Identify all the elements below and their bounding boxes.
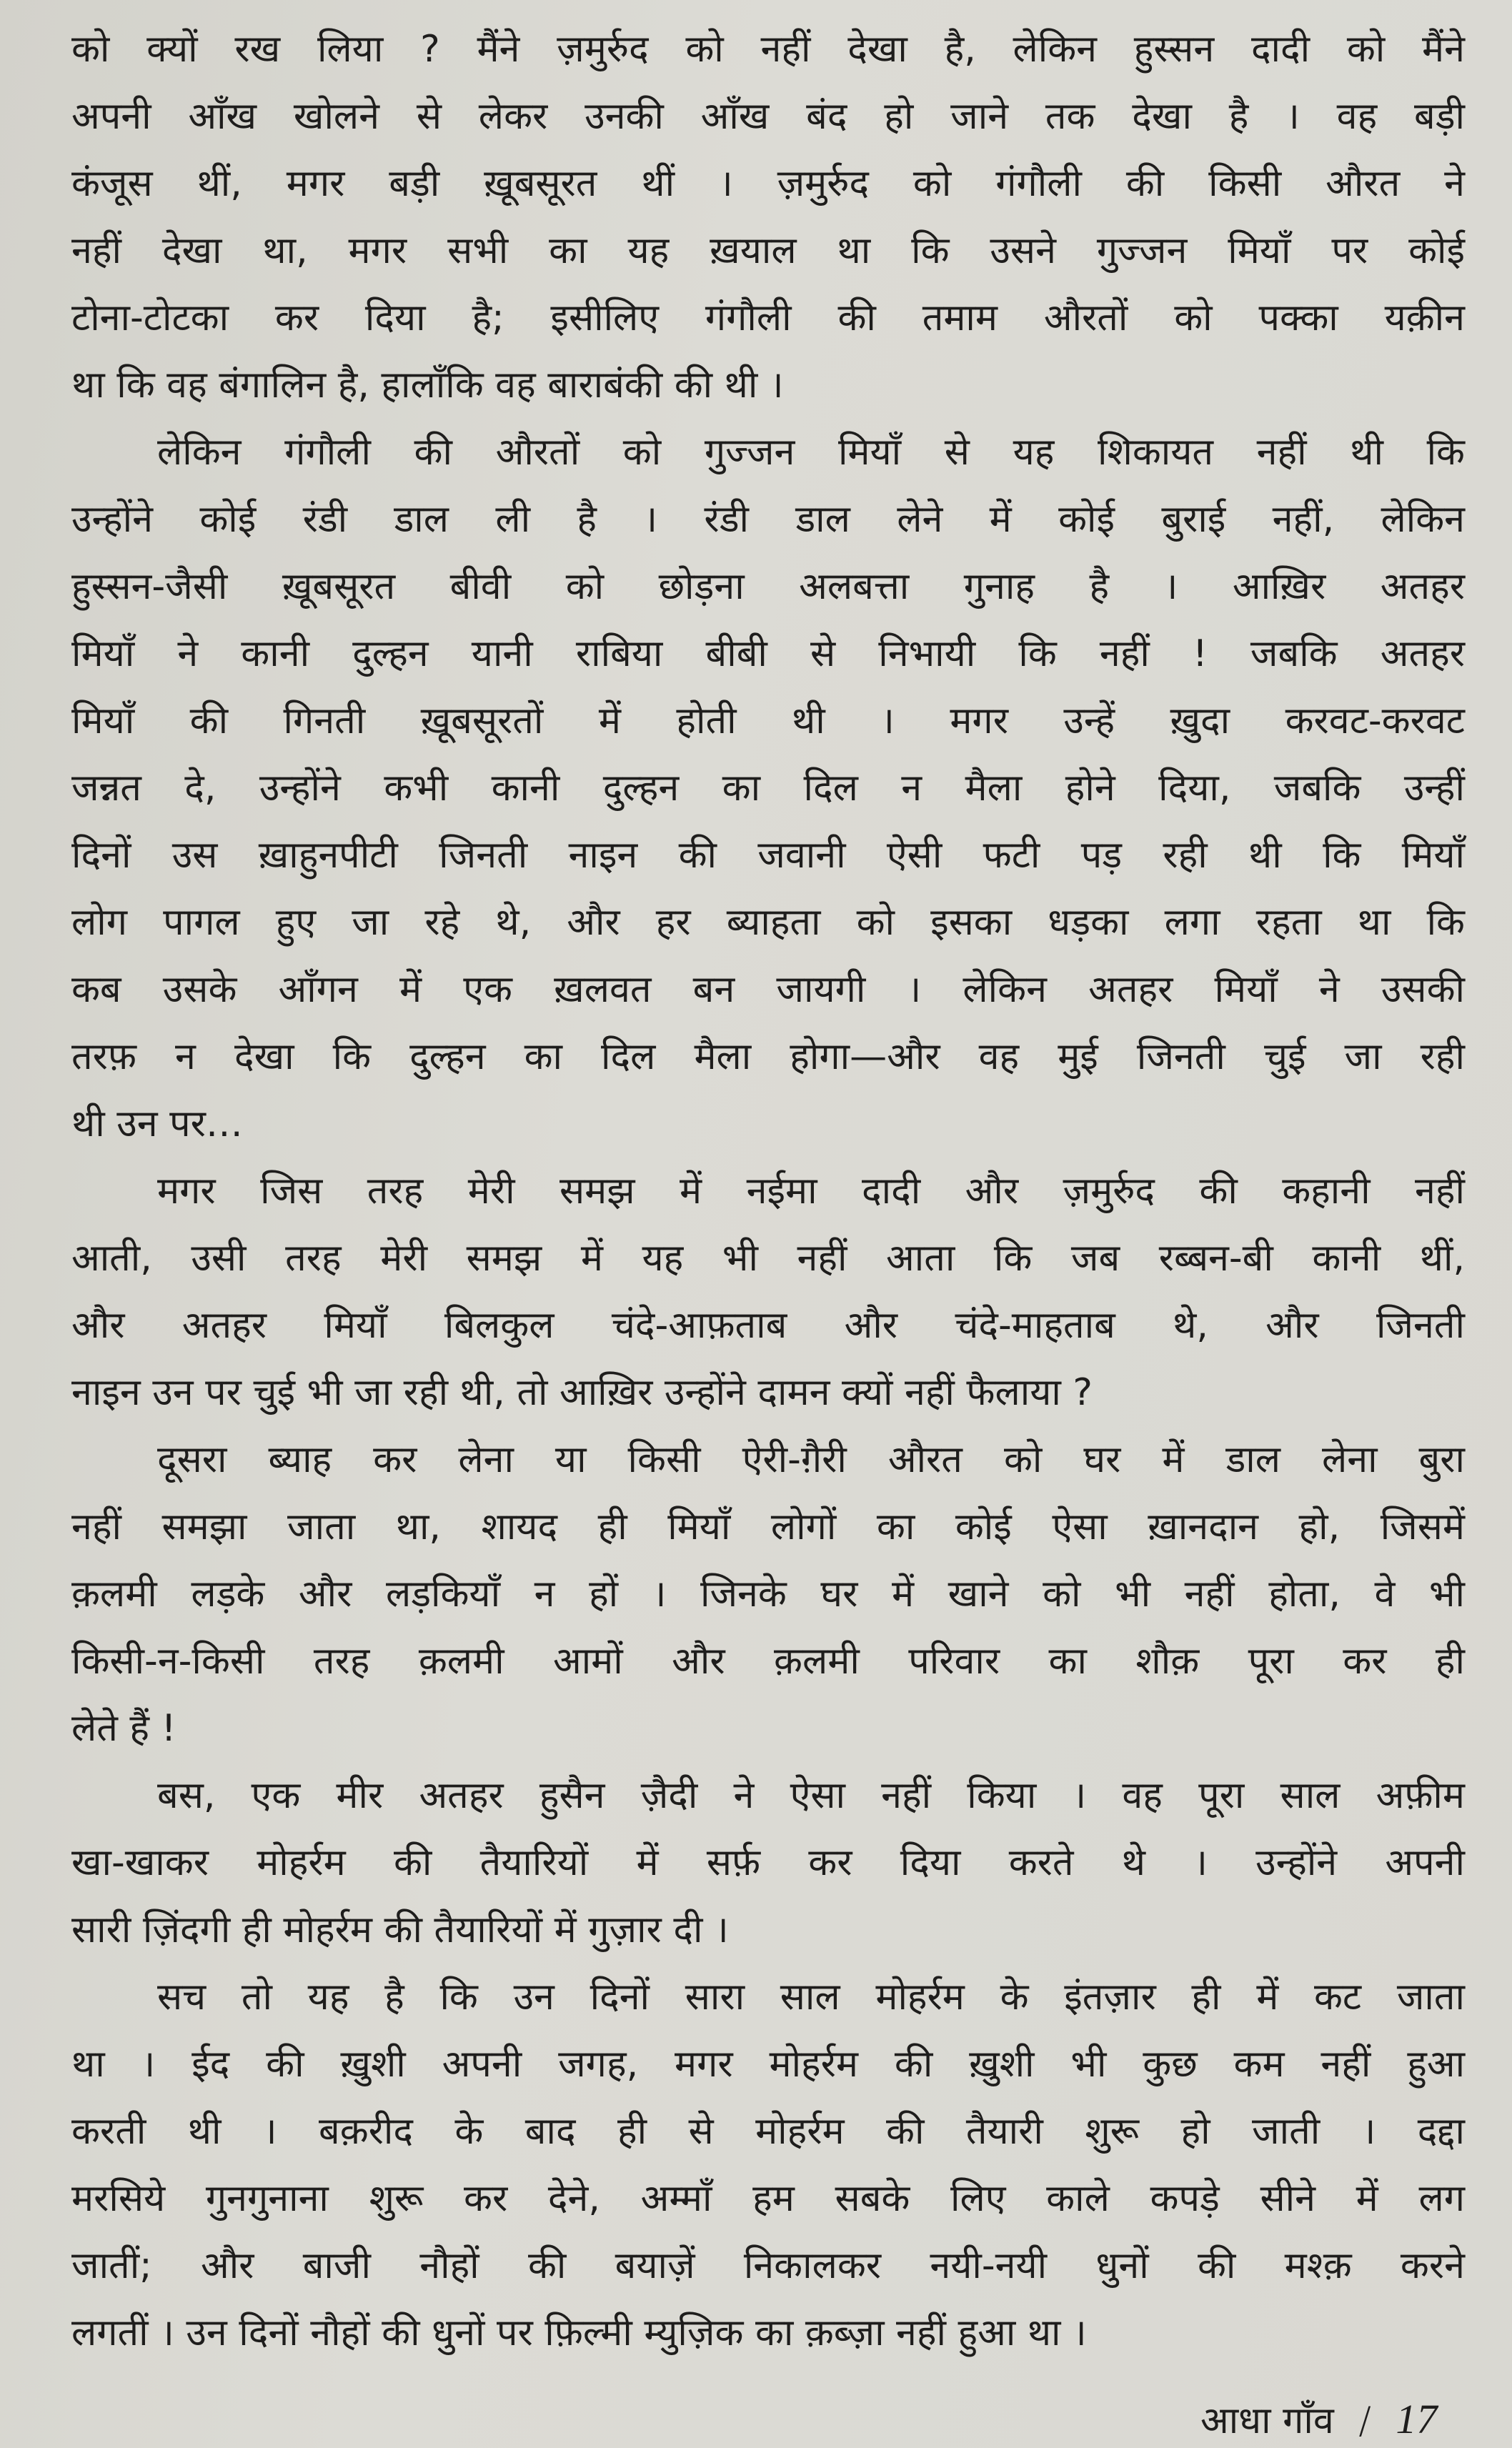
text-line: था कि वह बंगालिन है, हालाँकि वह बाराबंकी की थी । (71, 364, 784, 407)
footer-separator: / (1358, 2399, 1371, 2442)
text-line: लेते हैं ! (71, 1707, 176, 1750)
text-line: खा-खाकर मोहर्रम की तैयारियों में सर्फ़ कर दिया करते थे । उन्होंने अपनी (71, 1841, 1465, 1884)
text-line: लगतीं । उन दिनों नौहों की धुनों पर फ़िल्मी म्युज़िक का क़ब्ज़ा नहीं हुआ था । (71, 2312, 1087, 2354)
text-line: हुस्सन-जैसी ख़ूबसूरत बीवी को छोड़ना अलबत्ता गुनाह है । आख़िर अतहर (71, 565, 1465, 608)
page-number: 17 (1396, 2396, 1438, 2442)
text-line: थी उन पर… (71, 1103, 243, 1145)
text-line: करती थी । बक़रीद के बाद ही से मोहर्रम की तैयारी शुरू हो जाती । दद्दा (71, 2110, 1465, 2153)
text-line: मियाँ ने कानी दुल्हन यानी राबिया बीबी से निभायी कि नहीं ! जबकि अतहर (71, 632, 1465, 675)
text-line: दूसरा ब्याह कर लेना या किसी ऐरी-ग़ैरी औरत को घर में डाल लेना बुरा (157, 1438, 1465, 1481)
text-line: जन्नत दे, उन्होंने कभी कानी दुल्हन का दिल न मैला होने दिया, जबकि उन्हीं (71, 767, 1465, 810)
text-line: कब उसके आँगन में एक ख़लवत बन जायगी । लेकिन अतहर मियाँ ने उसकी (71, 968, 1465, 1011)
book-title: आधा गाँव (1200, 2399, 1334, 2442)
paragraph (71, 16, 1465, 419)
text-line: और अतहर मियाँ बिलकुल चंदे-आफ़ताब और चंदे-माहताब थे, और जिनती (71, 1304, 1465, 1347)
page-footer (1200, 2394, 1437, 2444)
text-line: टोना-टोटका कर दिया है; इसीलिए गंगौली की तमाम औरतों को पक्का यक़ीन (71, 297, 1465, 339)
text-line: तरफ़ न देखा कि दुल्हन का दिल मैला होगा—और वह मुई जिनती चुई जा रही (71, 1035, 1465, 1078)
text-line: कंजूस थीं, मगर बड़ी ख़ूबसूरत थीं । ज़मुर्रुद को गंगौली की किसी औरत ने (71, 162, 1465, 205)
text-line: क़लमी लड़के और लड़कियाँ न हों । जिनके घर में खाने को भी नहीं होता, वे भी (71, 1573, 1465, 1616)
text-line: किसी-न-किसी तरह क़लमी आमों और क़लमी परिवार का शौक़ पूरा कर ही (71, 1640, 1465, 1683)
text-line: नहीं समझा जाता था, शायद ही मियाँ लोगों का कोई ऐसा ख़ानदान हो, जिसमें (71, 1506, 1465, 1548)
paragraph (71, 1426, 1465, 1762)
text-line: मरसिये गुनगुनाना शुरू कर देने, अम्माँ हम सबके लिए काले कपड़े सीने में लग (71, 2177, 1465, 2220)
text-line: नहीं देखा था, मगर सभी का यह ख़याल था कि उसने गुज्जन मियाँ पर कोई (71, 229, 1465, 272)
paragraph (71, 1158, 1465, 1426)
text-line: मियाँ की गिनती ख़ूबसूरतों में होती थी । मगर उन्हें ख़ुदा करवट-करवट (71, 700, 1465, 742)
text-line: उन्होंने कोई रंडी डाल ली है । रंडी डाल लेने में कोई बुराई नहीं, लेकिन (71, 498, 1465, 541)
text-line: दिनों उस ख़ाहुनपीटी जिनती नाइन की जवानी ऐसी फटी पड़ रही थी कि मियाँ (71, 834, 1465, 877)
text-line: सच तो यह है कि उन दिनों सारा साल मोहर्रम के इंतज़ार ही में कट जाता (157, 1976, 1465, 2019)
paragraph (71, 419, 1465, 1158)
text-line: बस, एक मीर अतहर हुसैन ज़ैदी ने ऐसा नहीं किया । वह पूरा साल अफ़ीम (157, 1774, 1465, 1817)
paragraph (71, 1762, 1465, 1964)
text-line: सारी ज़िंदगी ही मोहर्रम की तैयारियों में गुज़ार दी । (71, 1909, 729, 1951)
text-line: लोग पागल हुए जा रहे थे, और हर ब्याहता को इसका धड़का लगा रहता था कि (71, 901, 1465, 944)
book-page-body (71, 16, 1465, 2367)
text-line: मगर जिस तरह मेरी समझ में नईमा दादी और ज़मुर्रुद की कहानी नहीं (157, 1170, 1465, 1213)
text-line: जातीं; और बाजी नौहों की बयाज़ें निकालकर नयी-नयी धुनों की मश्क़ करने (71, 2244, 1465, 2287)
paragraph (71, 1964, 1465, 2367)
text-line: लेकिन गंगौली की औरतों को गुज्जन मियाँ से यह शिकायत नहीं थी कि (157, 431, 1465, 474)
text-line: नाइन उन पर चुई भी जा रही थी, तो आख़िर उन्होंने दामन क्यों नहीं फैलाया ? (71, 1371, 1093, 1414)
text-line: अपनी आँख खोलने से लेकर उनकी आँख बंद हो जाने तक देखा है । वह बड़ी (71, 95, 1465, 138)
text-line: को क्यों रख लिया ? मैंने ज़मुर्रुद को नहीं देखा है, लेकिन हुस्सन दादी को मैंने (71, 28, 1465, 71)
text-line: आती, उसी तरह मेरी समझ में यह भी नहीं आता कि जब रब्बन-बी कानी थीं, (71, 1237, 1465, 1280)
text-line: था । ईद की ख़ुशी अपनी जगह, मगर मोहर्रम की ख़ुशी भी कुछ कम नहीं हुआ (71, 2043, 1465, 2086)
